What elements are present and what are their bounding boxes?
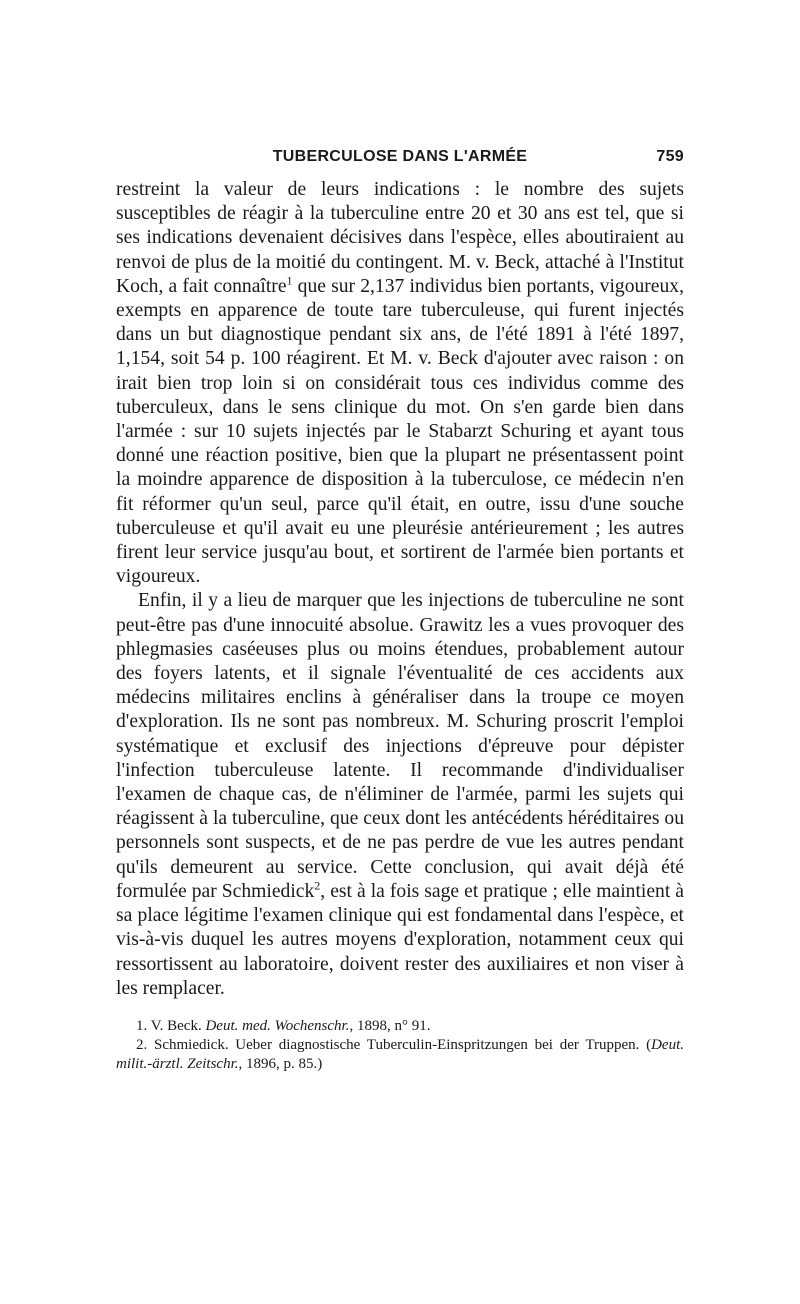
- paragraph-text: Enfin, il y a lieu de marquer que les injections de tuberculine ne sont peut-être pas d'une innocuité absolue. Grawitz les a vues provoquer des phlegmasies caséeuses plus ou moins étendues, probablement autour des foyers latents, et il signale l'éventualité de ces accidents aux médecins militaires enclins à généraliser dans la troupe ce moyen d'exploration. Ils ne sont pas nombreux. M. Schuring proscrit l'emploi systématique et exclusif des injections d'épreuve pour dépister l'infection tuberculeuse latente. Il recommande d'individualiser l'examen de chaque cas, de n'éliminer de l'armée, parmi les sujets qui réagissent à la tuberculine, que ceux dont les antécédents héréditaires ou personnels sont suspects, et de ne pas perdre de vue les autres pendant qu'ils demeurent au service. Cette conclusion, qui avait déjà été formulée par Schmiedick: [116, 590, 684, 902]
- footnote-item: [116, 1036, 684, 1074]
- footnote-text: , 1898, n° 91.: [349, 1017, 431, 1034]
- paragraph-continued: [116, 178, 684, 589]
- footnote-text: V. Beck.: [150, 1017, 206, 1034]
- paragraph: [116, 589, 684, 1000]
- footnote-journal: Deut. milit.-ärztl. Zeitschr.: [116, 1036, 685, 1072]
- footnote-marker: 1: [286, 273, 293, 288]
- footnote-number: 1.: [136, 1017, 148, 1034]
- page-number: 759: [656, 148, 684, 165]
- running-header: [116, 148, 684, 174]
- paragraph-text: restreint la valeur de leurs indications : le nombre des sujets susceptibles de réagir à la tuberculine entre 20 et 30 ans est tel, que si ses indications devenaient décisives dans l'espèce, elles aboutiraient au renvoi de plus de la moitié du contingent. M. v. Beck, attaché à l'Institut Koch, a fait connaître: [116, 179, 684, 297]
- paragraph-text: , est à la fois sage et pratique ; elle maintient à sa place légitime l'examen clinique qui est fondamental dans l'espèce, et vis-à-vis duquel les autres moyens d'exploration, notamment ceux qui ressortissent au laboratoire, doivent rester des auxiliaires et non viser à les remplacer.: [116, 880, 684, 999]
- footnote-text: Schmiedick. Ueber diagnostische Tuberculin-Einspritzungen bei der Truppen. (: [154, 1036, 652, 1053]
- footnote-number: 2.: [136, 1036, 148, 1053]
- footnote-text: , 1896, p. 85.): [238, 1055, 323, 1072]
- footnote-marker: 2: [314, 878, 321, 893]
- footnotes: [116, 1017, 684, 1074]
- footnote-item: [116, 1017, 684, 1036]
- body-text: [116, 178, 684, 1001]
- book-page: [116, 148, 684, 1074]
- paragraph-text: que sur 2,137 individus bien portants, vigoureux, exempts en apparence de toute tare tuberculeuse, qui furent injectés dans un but diagnostique pendant six ans, de l'été 1891 à l'été 1897, 1,154, soit 54 p. 100 réagirent. Et M. v. Beck d'ajouter avec raison : on irait bien trop loin si on considérait tous ces individus comme des tuberculeux, dans le sens clinique du mot. On s'en garde bien dans l'armée : sur 10 sujets injectés par le Stabarzt Schuring et ayant tous donné une réaction positive, bien que la plupart ne présentassent point la moindre apparence de disposition à la tuberculose, ce médecin n'en fit réformer qu'un seul, parce qu'il était, en outre, issu d'une souche tuberculeuse et qu'il avait eu une pleurésie antérieurement ; les autres firent leur service jusqu'au bout, et sortirent de l'armée bien portants et vigoureux.: [116, 275, 684, 588]
- footnote-journal: Deut. med. Wochenschr.: [205, 1017, 350, 1034]
- running-title: TUBERCULOSE DANS L'ARMÉE: [272, 148, 528, 165]
